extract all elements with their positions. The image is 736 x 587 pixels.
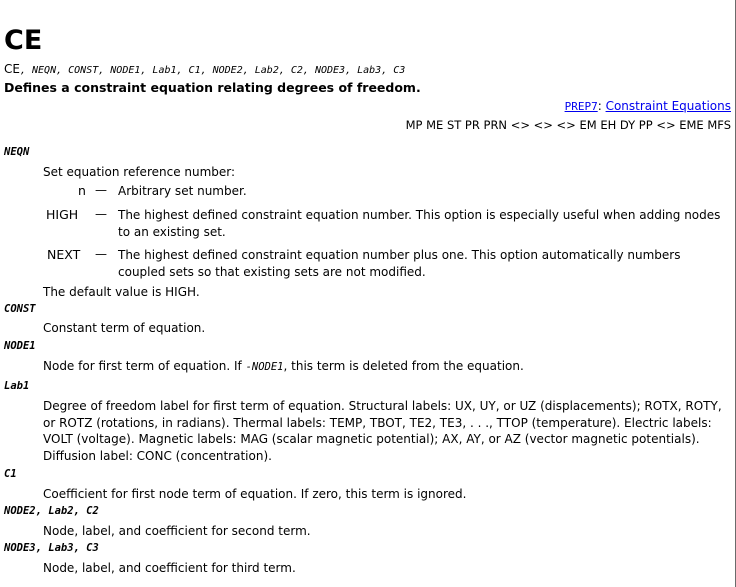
command-signature — [4, 62, 405, 76]
value-next-dash: — — [95, 247, 107, 261]
arg-const-term: CONST — [4, 303, 36, 315]
value-next-name: NEXT — [47, 247, 81, 262]
value-n-dash: — — [95, 183, 107, 197]
arg-set2-term: NODE2, Lab2, C2 — [4, 505, 99, 517]
value-n-name: n — [78, 183, 86, 198]
constraint-equations-link[interactable]: Constraint Equations — [605, 99, 731, 113]
menu-path — [565, 99, 731, 113]
arg-node1-desc-text-a: Node for first term of equation. If — [43, 359, 246, 373]
arg-lab1-term: Lab1 — [4, 380, 30, 392]
arg-neqn-term: NEQN — [4, 146, 30, 158]
page-title: CE — [4, 25, 43, 56]
command-name: CE — [4, 62, 20, 76]
arg-set3-desc: Node, label, and coefficient for third term. — [43, 561, 296, 575]
arg-node1-desc-text-b: , this term is deleted from the equation. — [283, 359, 524, 373]
arg-set3-term: NODE3, Lab3, C3 — [4, 542, 99, 554]
value-next-desc: The highest defined constraint equation number plus one. This option automatically numbers coupled sets so that existing sets are not modified. — [118, 248, 681, 279]
arg-c1-desc: Coefficient for first node term of equation. If zero, this term is ignored. — [43, 487, 467, 501]
value-high-name: HIGH — [46, 207, 79, 222]
value-high-desc: The highest defined constraint equation number. This option is especially useful when adding nodes to an existing set. — [118, 208, 721, 239]
arg-node1-desc — [43, 358, 731, 376]
product-codes: MP ME ST PR PRN <> <> <> EM EH DY PP <> EME MFS — [405, 118, 731, 132]
value-high-dash: — — [95, 207, 107, 221]
arg-set2-desc: Node, label, and coefficient for second term. — [43, 524, 311, 538]
arg-const-desc: Constant term of equation. — [43, 321, 206, 335]
arg-node1-term: NODE1 — [4, 340, 36, 352]
prep7-link[interactable]: PREP7 — [564, 100, 598, 113]
command-arguments: , NEQN, CONST, NODE1, Lab1, C1, NODE2, Lab2, C2, NODE3, Lab3, C3 — [19, 65, 406, 76]
arg-c1-term: C1 — [4, 468, 17, 480]
value-n-desc: Arbitrary set number. — [118, 184, 247, 198]
menu-path-separator: : — [597, 99, 606, 113]
arg-node1-desc-arg: -NODE1 — [245, 361, 284, 373]
arg-neqn-desc: Set equation reference number: — [43, 165, 236, 179]
command-summary: Defines a constraint equation relating degrees of freedom. — [4, 80, 421, 95]
arg-lab1-desc: Degree of freedom label for first term of equation. Structural labels: UX, UY, or UZ (displacements); ROTX, ROTY, or ROTZ (rotations, in radians). Thermal labels: TEMP, TBOT, TE2, TE3, . . ., TTOP (temperature). Electric labels: VOLT (voltage). Magnetic labels: MAG (scalar magnetic potential); AX, AY, or AZ (vector magnetic potentials). Diffusion label: CONC (concentration). — [43, 399, 722, 463]
arg-neqn-default: The default value is HIGH. — [43, 285, 200, 299]
